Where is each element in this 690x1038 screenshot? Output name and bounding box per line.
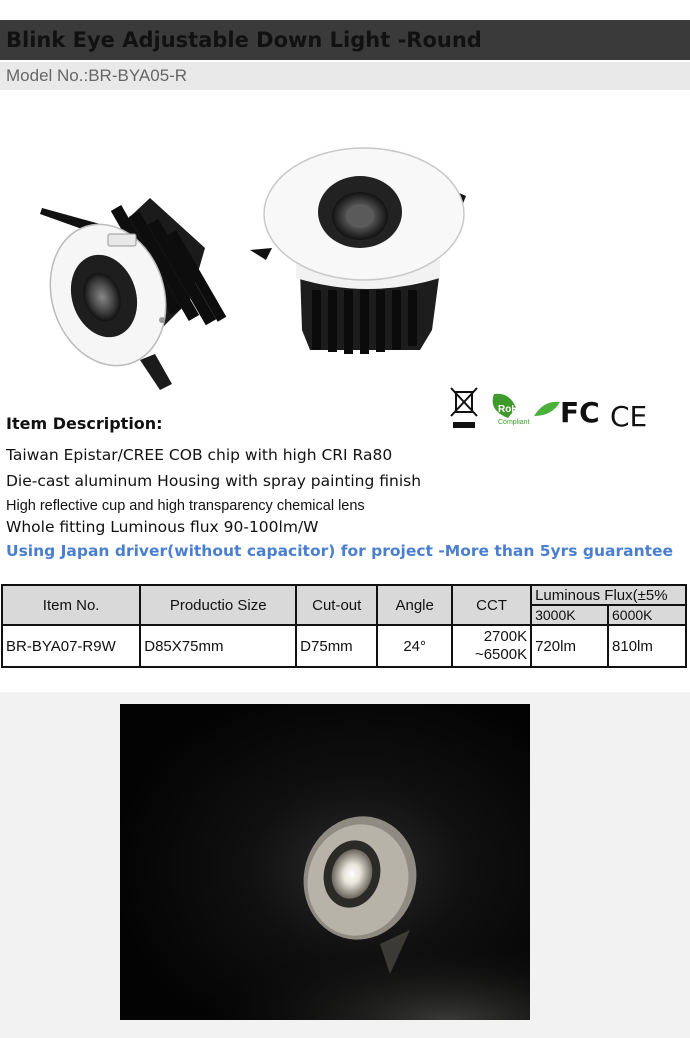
cell-cct [452, 625, 531, 667]
subheader-6000k: 6000K [608, 605, 686, 625]
header-size: Productio Size [140, 585, 296, 625]
description-line: High reflective cup and high transparency chemical lens [6, 498, 365, 514]
title-bar [0, 20, 690, 60]
table-row [2, 625, 686, 667]
product-images [0, 140, 480, 400]
description-highlight-line: Using Japan driver(without capacitor) for project -More than 5yrs guarantee [6, 542, 674, 560]
crossed-out-bin-icon [451, 388, 477, 428]
header-item-no: Item No. [2, 585, 140, 625]
spec-table [1, 584, 687, 668]
cell-size: D85X75mm [140, 625, 296, 667]
fcc-logo: FC [560, 396, 600, 429]
header-cutout: Cut-out [296, 585, 377, 625]
cell-angle: 24° [377, 625, 452, 667]
cell-item-no: BR-BYA07-R9W [2, 625, 140, 667]
description-line: Die-cast aluminum Housing with spray painting finish [6, 472, 422, 490]
installation-photo [120, 704, 530, 1020]
cell-cutout: D75mm [296, 625, 377, 667]
header-luminous-flux: Luminous Flux(±5% [531, 585, 686, 605]
description-line: Whole fitting Luminous flux 90-100lm/W [6, 518, 319, 536]
table-header-row [2, 585, 686, 605]
rohs-text: RoHS [498, 404, 526, 415]
certification-logos [448, 386, 658, 432]
downlight-side-view [32, 198, 226, 390]
cct-low: 2700K [483, 628, 528, 645]
header-angle: Angle [377, 585, 452, 625]
cell-flux-6000k: 810lm [608, 625, 686, 667]
item-description-heading: Item Description: [6, 414, 163, 433]
description-line: Taiwan Epistar/CREE COB chip with high CRI Ra80 [6, 446, 393, 464]
downlight-front-view [250, 148, 466, 354]
page-title: Blink Eye Adjustable Down Light -Round [6, 28, 482, 52]
rohs-leaf-icon [493, 394, 560, 426]
subheader-3000k: 3000K [531, 605, 608, 625]
rohs-subtext: Compliant [498, 419, 530, 426]
cell-flux-3000k: 720lm [531, 625, 608, 667]
model-number: Model No.:BR-BYA05-R [6, 66, 188, 85]
cct-high: ~6500K [474, 646, 528, 663]
header-cct: CCT [452, 585, 531, 625]
ce-logo: CE [610, 400, 648, 432]
model-bar [0, 62, 690, 90]
